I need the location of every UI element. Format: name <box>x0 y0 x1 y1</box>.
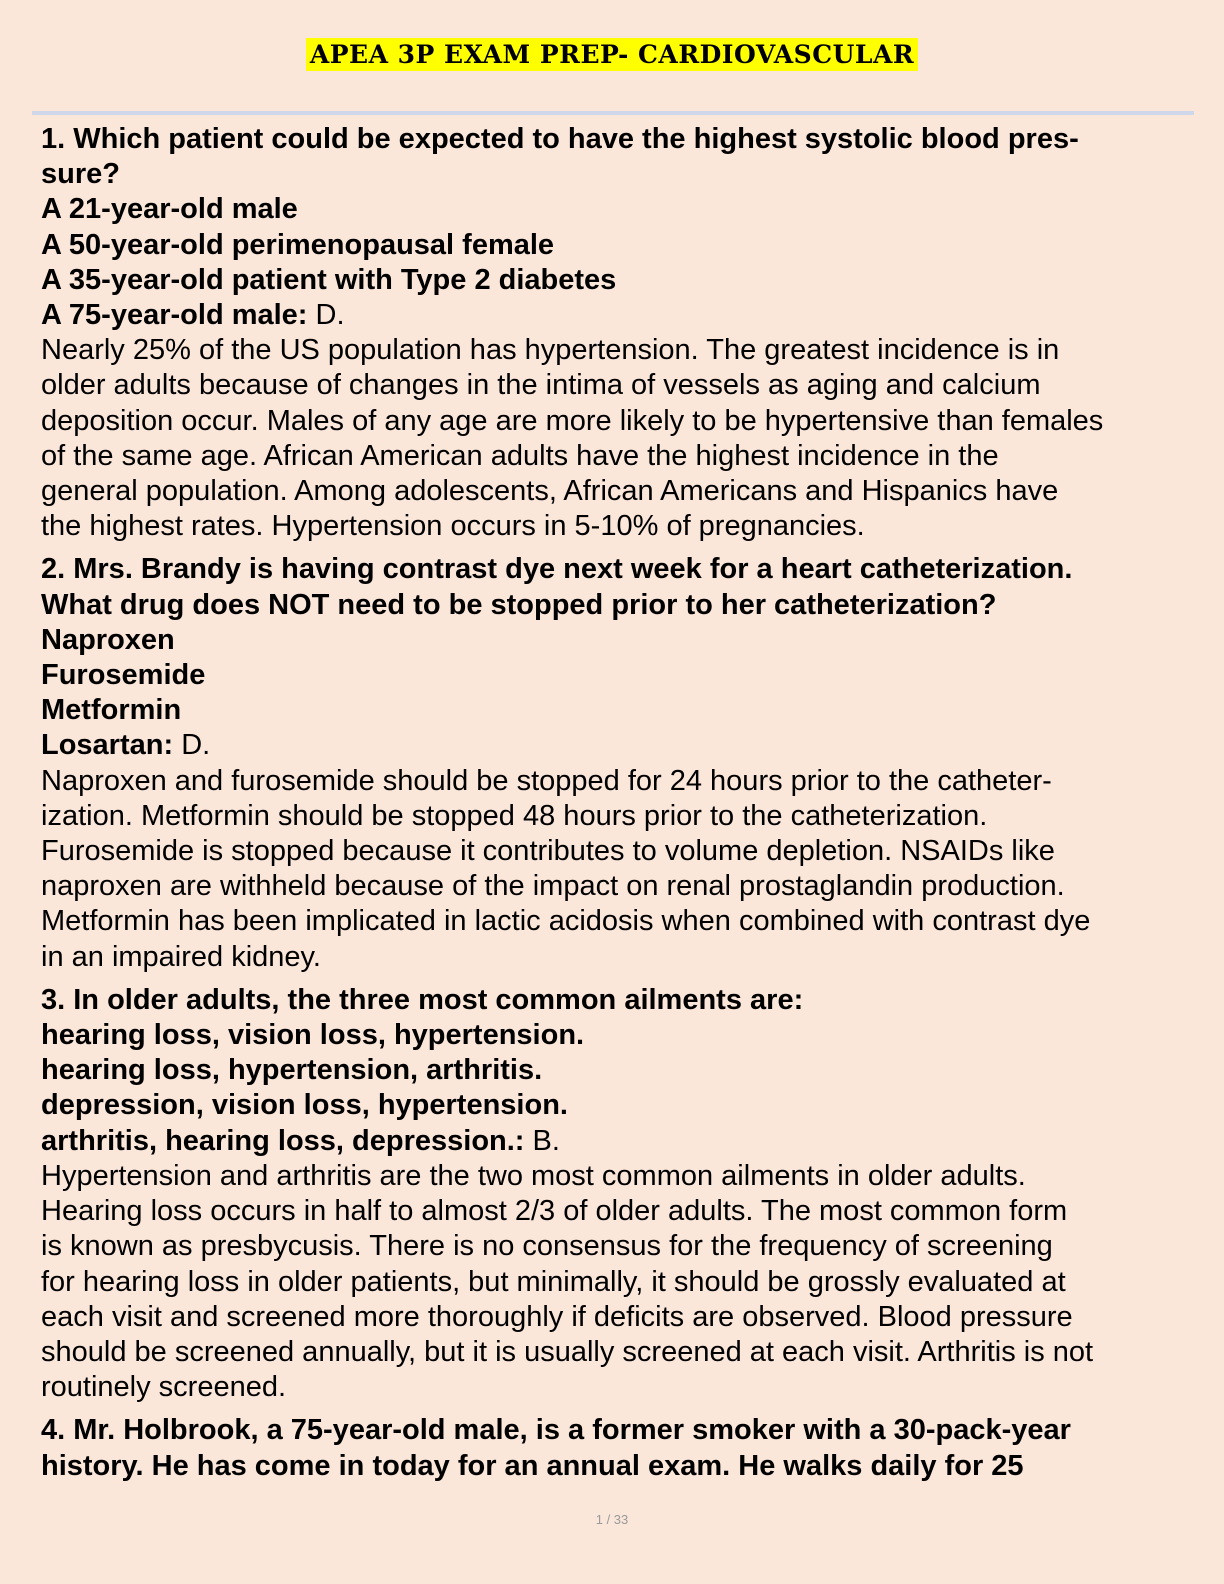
explanation-line: Metformin has been implicated in lactic acidosis when combined with contrast dye <box>41 905 1091 938</box>
answer-option: Metformin <box>41 694 182 727</box>
answer-option: A 21-year-old male <box>41 193 298 226</box>
question-1 <box>41 122 1191 544</box>
answer-option: arthritis, hearing loss, depression.: <box>41 1124 525 1157</box>
question-stem-line: 3. In older adults, the three most common ailments are: <box>41 983 804 1016</box>
explanation-line: each visit and screened more thoroughly if deficits are observed. Blood pressure <box>41 1300 1073 1333</box>
document-title: APEA 3P EXAM PREP- CARDIOVASCULAR <box>306 38 918 71</box>
explanation-line: the highest rates. Hypertension occurs in 5-10% of pregnancies. <box>41 510 865 543</box>
document-header <box>0 38 1224 71</box>
answer-option: Furosemide <box>41 659 206 692</box>
answer-key: B. <box>524 1124 560 1157</box>
explanation-line: ization. Metformin should be stopped 48 hours prior to the catheterization. <box>41 799 988 832</box>
question-stem-line: What drug does NOT need to be stopped prior to her catheterization? <box>41 588 997 621</box>
answer-option-with-key <box>41 1124 1191 1159</box>
answer-key: D. <box>307 299 345 332</box>
explanation-line: Furosemide is stopped because it contributes to volume depletion. NSAIDs like <box>41 835 1055 868</box>
answer-option: hearing loss, hypertension, arthritis. <box>41 1054 543 1087</box>
explanation-line: Hypertension and arthritis are the two most common ailments in older adults. <box>41 1159 1026 1192</box>
answer-option-with-key <box>41 728 1191 763</box>
answer-option: Losartan: <box>41 729 174 762</box>
answer-option: hearing loss, vision loss, hypertension. <box>41 1019 585 1052</box>
explanation-line: of the same age. African American adults have the highest incidence in the <box>41 439 999 472</box>
answer-option: A 35-year-old patient with Type 2 diabetes <box>41 263 617 296</box>
question-stem-line: 2. Mrs. Brandy is having contrast dye next week for a heart catheterization. <box>41 553 1073 586</box>
explanation-line: Nearly 25% of the US population has hypertension. The greatest incidence is in <box>41 334 1060 367</box>
question-4 <box>41 1413 1191 1483</box>
explanation-line: for hearing loss in older patients, but minimally, it should be grossly evaluated at <box>41 1265 1066 1298</box>
answer-key: D. <box>173 729 211 762</box>
explanation-line: in an impaired kidney. <box>41 940 321 973</box>
explanation-line: naproxen are withheld because of the impact on renal prostaglandin production. <box>41 870 1065 903</box>
answer-option-with-key <box>41 298 1191 333</box>
explanation-line: is known as presbycusis. There is no consensus for the frequency of screening <box>41 1230 1053 1263</box>
page-indicator: 1 / 33 <box>595 1512 629 1527</box>
explanation-line: general population. Among adolescents, African Americans and Hispanics have <box>41 475 1059 508</box>
explanation-line: Naproxen and furosemide should be stopped for 24 hours prior to the catheter- <box>41 764 1052 797</box>
question-stem-line: history. He has come in today for an annual exam. He walks daily for 25 <box>41 1449 1024 1482</box>
question-stem-line: 4. Mr. Holbrook, a 75-year-old male, is a former smoker with a 30-pack-year <box>41 1414 1071 1447</box>
explanation-line: should be screened annually, but it is usually screened at each visit. Arthritis is not <box>41 1335 1094 1368</box>
explanation-line: older adults because of changes in the intima of vessels as aging and calcium <box>41 369 1041 402</box>
answer-option: Naproxen <box>41 623 175 656</box>
question-2 <box>41 552 1191 974</box>
document-body <box>41 122 1191 1492</box>
explanation-line: Hearing loss occurs in half to almost 2/3 of older adults. The most common form <box>41 1195 1068 1228</box>
header-divider <box>32 111 1194 115</box>
answer-option: depression, vision loss, hypertension. <box>41 1089 568 1122</box>
explanation-line: routinely screened. <box>41 1371 287 1404</box>
question-stem-line: 1. Which patient could be expected to have the highest systolic blood pres- <box>41 123 1079 155</box>
question-stem-line: sure? <box>41 158 120 191</box>
explanation-line: deposition occur. Males of any age are more likely to be hypertensive than females <box>41 404 1104 437</box>
answer-option: A 75-year-old male: <box>41 299 308 332</box>
question-3 <box>41 983 1191 1405</box>
answer-option: A 50-year-old perimenopausal female <box>41 228 555 261</box>
